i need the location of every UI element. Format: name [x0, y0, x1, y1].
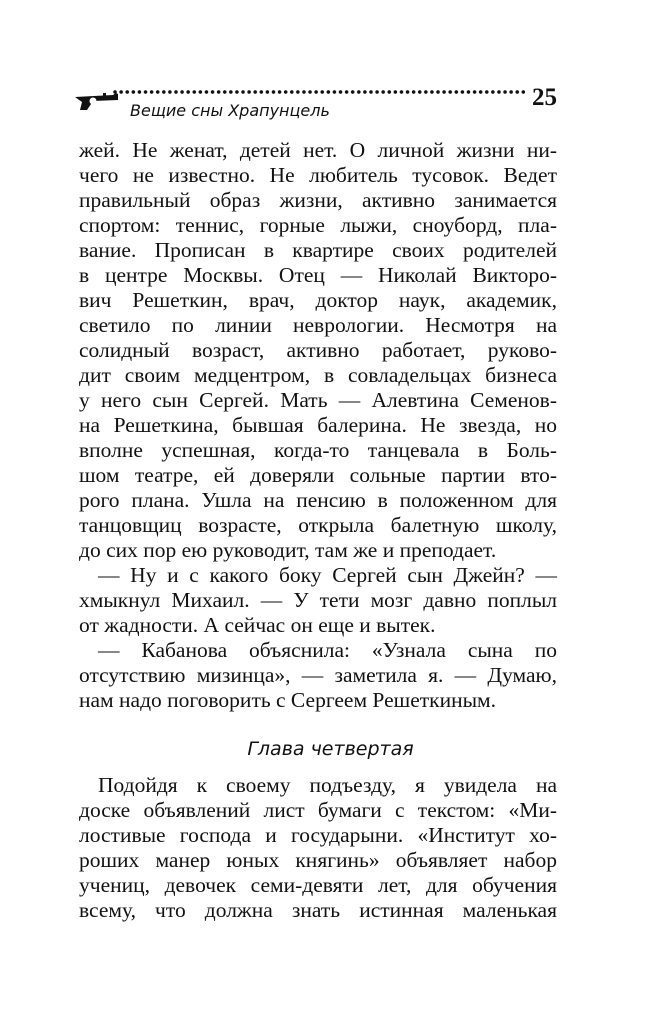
text-line: солидный возраст, активно работает, руково-	[79, 338, 557, 362]
text-line: правильный образ жизни, активно занимается	[79, 188, 557, 212]
text-line: жей. Не женат, детей нет. О личной жизни ни-	[79, 138, 557, 162]
text-line: — Кабанова объяснила: «Узнала сына по	[98, 638, 557, 662]
text-line: светило по линии неврологии. Несмотря на	[79, 313, 557, 337]
text-line: всему, что должна знать истинная маленькая	[79, 898, 557, 922]
text-line: на Решеткина, бывшая балерина. Не звезда, но	[79, 413, 557, 437]
running-title: Вещие сны Храпунцель	[130, 101, 330, 120]
text-line: нам надо поговорить с Сергеем Решеткиным.	[79, 688, 497, 712]
text-line: в центре Москвы. Отец — Николай Викторо-	[79, 263, 557, 287]
text-line: у него сын Сергей. Мать — Алевтина Семенов-	[79, 388, 557, 412]
text-line: доске объявлений лист бумаги с текстом: «Ми-	[79, 798, 557, 822]
text-line: вич Решеткин, врач, доктор наук, академик,	[79, 288, 557, 312]
text-line: роших манер юных княгинь» объявляет набор	[79, 848, 557, 872]
text-line: — Ну и с какого боку Сергей сын Джейн? —	[98, 563, 557, 587]
text-line: отсутствию мизинца», — заметила я. — Думаю,	[79, 663, 557, 687]
body-text	[79, 138, 557, 713]
text-line: шом театре, ей доверяли сольные партии вто-	[79, 463, 557, 487]
text-line: чего не известно. Не любитель тусовок. Ведет	[79, 163, 557, 187]
text-line: учениц, девочек семи-девяти лет, для обучения	[79, 873, 557, 897]
text-line: лостивые господа и государыни. «Институт хо-	[79, 823, 557, 847]
text-line: рого плана. Ушла на пенсию в положенном для	[79, 488, 557, 512]
page-number: 25	[532, 84, 557, 111]
text-line: вание. Прописан в квартире своих родителей	[79, 238, 557, 262]
text-line: от жадности. А сейчас он еще и вытек.	[79, 613, 436, 637]
text-line: вполне успешная, когда-то танцевала в Боль-	[79, 438, 557, 462]
text-line: до сих пор ею руководит, там же и преподает.	[79, 538, 497, 562]
text-line: спортом: теннис, горные лыжи, сноуборд, пла-	[79, 213, 557, 237]
chapter-title: Глава четвертая	[247, 738, 414, 760]
text-line: Подойдя к своему подъезду, я увидела на	[98, 773, 557, 797]
text-line: танцовщиц возрасте, открыла балетную школу,	[79, 513, 557, 537]
chapter-text	[79, 773, 557, 923]
text-line: дит своим медцентром, в совладельцах бизнеса	[79, 363, 557, 387]
text-line: хмыкнул Михаил. — У тети мозг давно поплыл	[79, 588, 557, 612]
header-dotted-rule	[112, 87, 525, 97]
